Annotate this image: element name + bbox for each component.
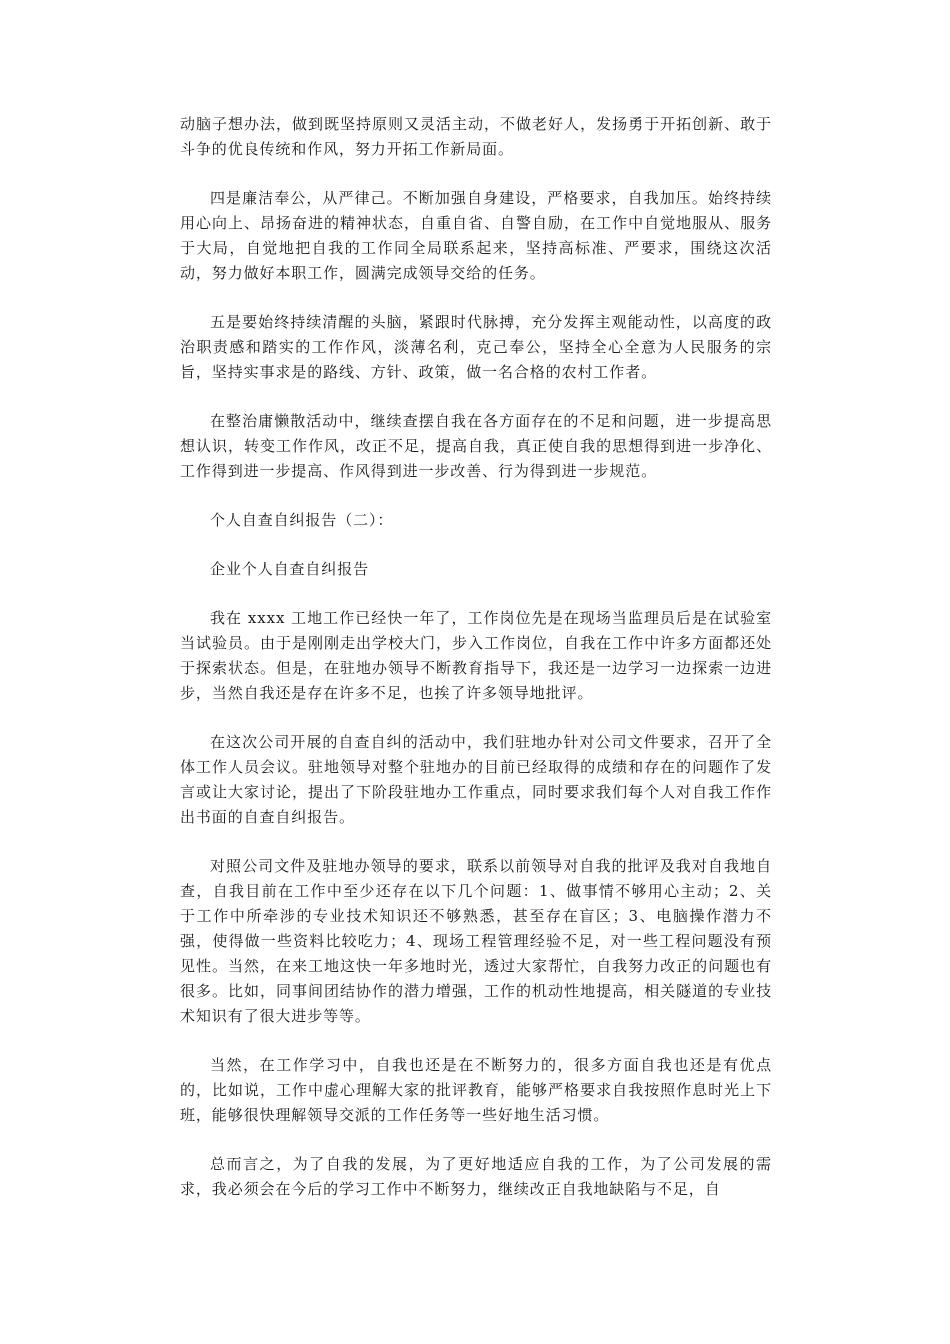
paragraph-continued: 动脑子想办法，做到既坚持原则又灵活主动，不做老好人，发扬勇于开拓创新、敢于斗争的优良传统和作风，努力开拓工作新局面。 — [180, 115, 772, 158]
paragraph-conclusion: 在整治庸懒散活动中，继续查摆自我在各方面存在的不足和问题，进一步提高思想认识，转变工作作风，改正不足，提高自我，真正使自我的思想得到进一步净化、工作得到进一步提高、作风得到进一步改善、行为得到进一步规范。 — [180, 412, 772, 480]
report-title: 企业个人自查自纠报告 — [210, 560, 370, 578]
report-paragraph-problems: 对照公司文件及驻地办领导的要求，联系以前领导对自我的批评及我对自我地自查，自我目前在工作中至少还存在以下几个问题：1、做事情不够用心主动；2、关于工作中所牵涉的专业技术知识还不够熟悉，甚至存在盲区；3、电脑操作潜力不强，使得做一些资料比较吃力；4、现场工程管理经验不足，对一些工程问题没有预见性。当然，在来工地这快一年多地时光，透过大家帮忙，自我努力改正的问题也有很多。比如，同事间团结协作的潜力增强，工作的机动性地提高，相关隧道的专业技术知识有了很大进步等等。 — [180, 857, 772, 1025]
section-title: 个人自查自纠报告（二）： — [210, 511, 394, 529]
report-paragraph-strengths: 当然，在工作学习中，自我也还是在不断努力的，很多方面自我也还是有优点的，比如说，工作中虚心理解大家的批评教育，能够严格要求自我按照作息时光上下班，能够很快理解领导交派的工作任务等一些好地生活习惯。 — [180, 1056, 772, 1124]
document-body — [180, 112, 772, 1226]
paragraph-point-four: 四是廉洁奉公，从严律己。不断加强自身建设，严格要求，自我加压。始终持续用心向上、昂扬奋进的精神状态，自重自省、自警自励，在工作中自觉地服从、服务于大局，自觉地把自我的工作同全局联系起来，坚持高标准、严要求，围绕这次活动，努力做好本职工作，圆满完成领导交给的任务。 — [180, 189, 772, 282]
report-paragraph-activity: 在这次公司开展的自查自纠的活动中，我们驻地办针对公司文件要求，召开了全体工作人员会议。驻地领导对整个驻地办的目前已经取得的成绩和存在的问题作了发言或让大家讨论，提出了下阶段驻地办工作重点，同时要求我们每个人对自我工作作出书面的自查自纠报告。 — [180, 733, 772, 826]
report-paragraph-summary: 总而言之，为了自我的发展，为了更好地适应自我的工作，为了公司发展的需求，我必须会在今后的学习工作中不断努力，继续改正自我地缺陷与不足，自 — [180, 1155, 772, 1198]
report-paragraph-intro: 我在 xxxx 工地工作已经快一年了，工作岗位先是在现场当监理员后是在试验室当试验员。由于是刚刚走出学校大门，步入工作岗位，自我在工作中许多方面都还处于探索状态。但是，在驻地办领导不断教育指导下，我还是一边学习一边探索一边进步，当然自我还是存在许多不足，也挨了许多领导地批评。 — [180, 609, 772, 702]
paragraph-point-five: 五是要始终持续清醒的头脑，紧跟时代脉搏，充分发挥主观能动性，以高度的政治职责感和踏实的工作作风，淡薄名利，克己奉公，坚持全心全意为人民服务的宗旨，坚持实事求是的路线、方针、政策，做一名合格的农村工作者。 — [180, 313, 772, 381]
